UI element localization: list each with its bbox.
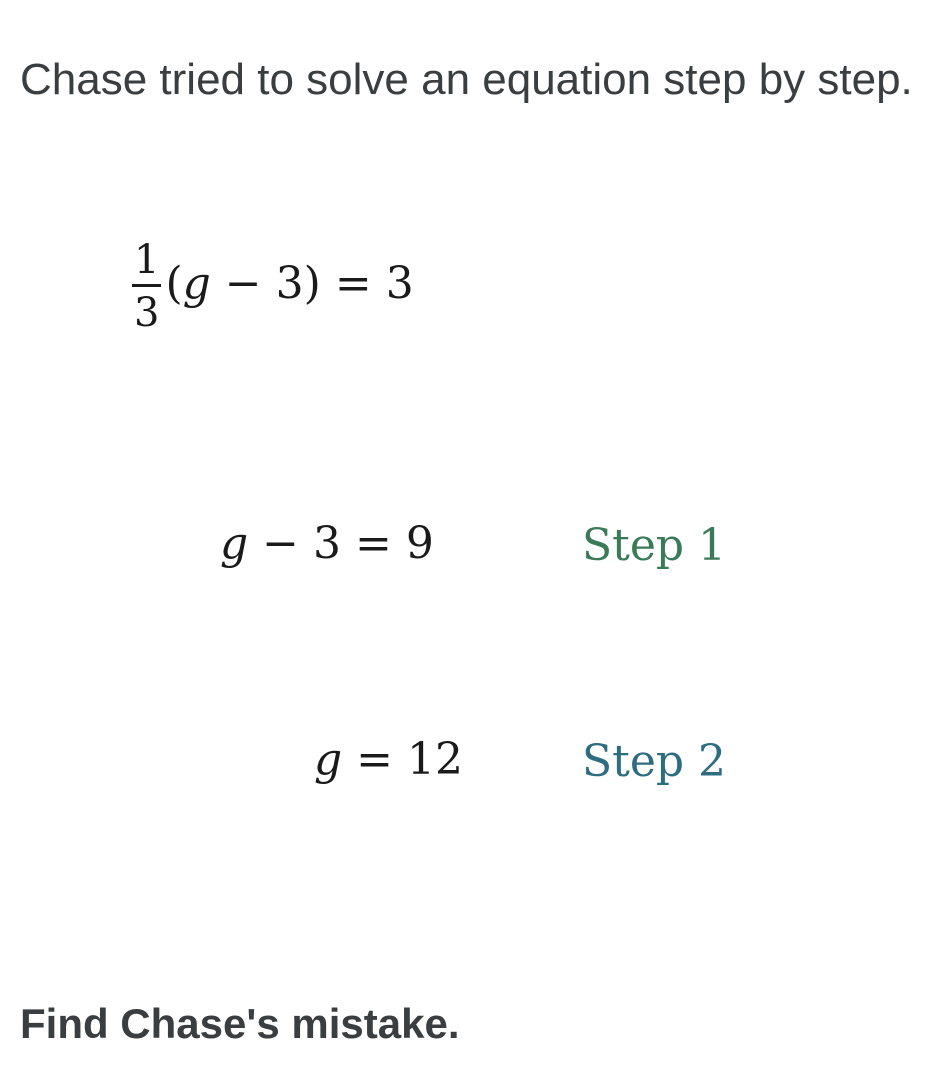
question-prompt: Find Chase's mistake. bbox=[20, 1000, 460, 1047]
minus-sign: − bbox=[224, 258, 262, 309]
fraction-one-third bbox=[132, 237, 161, 336]
close-paren: ) bbox=[303, 258, 321, 309]
variable-g: g bbox=[314, 734, 343, 785]
step2-label: Step 2 bbox=[582, 736, 727, 787]
right-hand-side: 9 bbox=[405, 518, 434, 569]
minus-sign: − bbox=[262, 518, 300, 569]
variable-g: g bbox=[220, 518, 249, 569]
right-hand-side: 3 bbox=[385, 258, 414, 309]
equals-sign: = bbox=[355, 518, 392, 569]
problem-prompt: Chase tried to solve an equation step by step. bbox=[20, 55, 913, 104]
constant-term: 3 bbox=[275, 258, 304, 309]
open-paren: ( bbox=[165, 258, 183, 309]
equals-sign: = bbox=[334, 258, 372, 309]
variable-g: g bbox=[182, 258, 211, 309]
right-hand-side: 12 bbox=[407, 734, 464, 785]
equals-sign: = bbox=[356, 734, 394, 785]
fraction-denominator: 3 bbox=[134, 290, 160, 336]
fraction-numerator: 1 bbox=[132, 240, 161, 287]
constant-term: 3 bbox=[313, 518, 342, 569]
original-equation bbox=[132, 237, 414, 336]
step1-label: Step 1 bbox=[582, 520, 727, 571]
step1-equation bbox=[220, 518, 434, 569]
step2-equation bbox=[314, 734, 464, 785]
